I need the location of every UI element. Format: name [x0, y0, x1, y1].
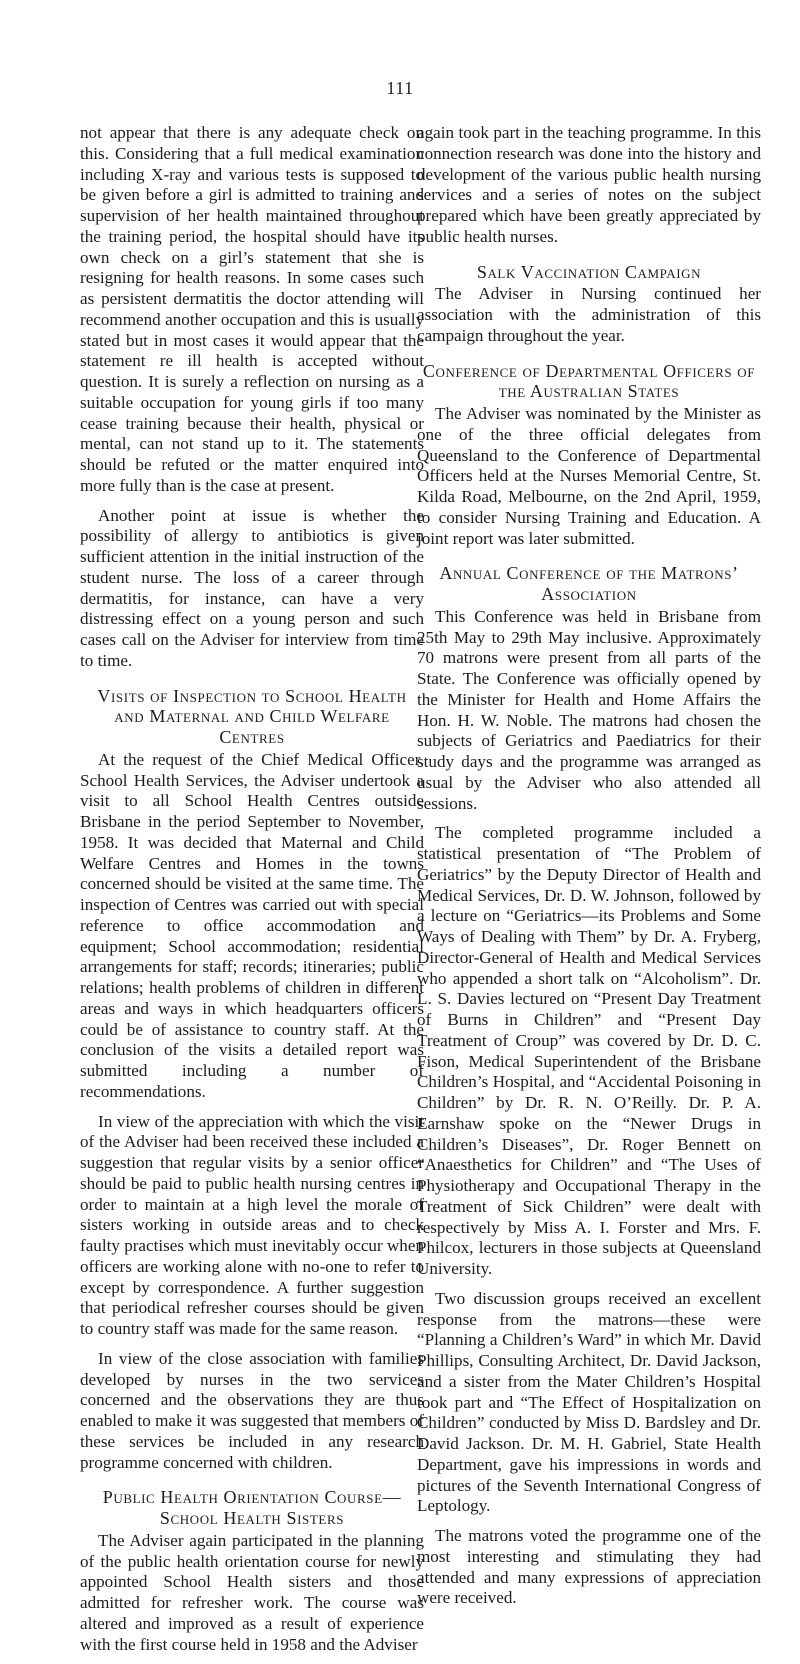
body-paragraph: The Adviser in Nursing continued her association with the administration of this campaign throughout the year. [417, 284, 761, 345]
body-paragraph: Two discussion groups received an excellent response from the matrons—these were “Planning a Children’s Ward” in which Mr. David Phillips, Consulting Architect, Dr. David Jackson, and a sister from the Mater Children’s Hospital took part and “The Effect of Hospitalization on Children” conducted by Miss D. Bardsley and Dr. David Jackson. Dr. M. H. Gabriel, State Health Department, gave his impressions in words and pictures of the Seventh International Congress of Leptology. [417, 1288, 761, 1516]
body-paragraph: The Adviser was nominated by the Minister as one of the three official delegates from Queensland to the Conference of Departmental Officers held at the Nurses Memorial Centre, St. Kilda Road, Melbourne, on the 2nd April, 1959, to consider Nursing Training and Education. A joint report was later submitted. [417, 404, 761, 548]
section-heading: Public Health Orientation Course— School Health Sisters [102, 1487, 402, 1528]
body-paragraph: In view of the close association with families developed by nurses in the two services concerned and the observations they are thus enabled to make it was suggested that members of these services be included in any research programme concerned with children. [80, 1348, 424, 1472]
body-paragraph: At the request of the Chief Medical Officer, School Health Services, the Adviser undertook a visit to all School Health Centres outside Brisbane in the period September to November, 1958. It was decided that Maternal and Child Welfare Centres and Homes in the towns concerned should be visited at the same time. The inspection of Centres was carried out with special reference to office accommodation and equipment; School accommodation; residential arrangements for staff; records; itineraries; public relations; health problems of children in different areas and ways in which headquarters officers could be of assistance to country staff. At the conclusion of the visits a detailed report was submitted including a number of recommendations. [80, 749, 424, 1101]
right-column [417, 123, 761, 1618]
body-paragraph: Another point at issue is whether the possibility of allergy to antibiotics is given sufficient attention in the initial instruction of the student nurse. The loss of a career through dermatitis, for instance, can have a very distressing effect on a young person and such cases call on the Adviser for interview from time to time. [80, 505, 424, 670]
body-paragraph: again took part in the teaching programme. In this connection research was done into the history and development of the various public health nursing services and a series of notes on the subject prepared which have been greatly appreciated by public health nurses. [417, 123, 761, 246]
section-heading: Annual Conference of the Matrons’ Association [439, 563, 739, 604]
body-paragraph: The Adviser again participated in the planning of the public health orientation course for newly appointed School Health sisters and those admitted for refresher work. The course was altered and improved as a result of experience with the first course held in 1958 and the Adviser [80, 1530, 424, 1654]
body-paragraph: The matrons voted the programme one of the most interesting and stimulating they had attended and many expressions of appreciation were received. [417, 1526, 761, 1608]
section-heading: Salk Vaccination Campaign [476, 261, 702, 282]
body-paragraph: not appear that there is any adequate check on this. Considering that a full medical examination including X-ray and various tests is supposed to be given before a girl is admitted to training and supervision of her health maintained throughout the training period, the hospital should have its own check on a girl’s statement that she is resigning for health reasons. In some cases such as persistent dermatitis the doctor attending will recommend another occupation and this is usually stated but in most cases it would appear that the statement re ill health is accepted without question. It is surely a reflection on nursing as a suitable occupation for young girls if too many cease training because their health, physical or mental, can not stand up to it. The statements should be refuted or the matter enquired into more fully than is the case at present. [80, 123, 424, 495]
body-paragraph: The completed programme included a statistical presentation of “The Problem of Geriatrics” by the Deputy Director of Health and Medical Services, Dr. D. W. Johnson, followed by a lecture on “Geriatrics—its Problems and Some Ways of Dealing with Them” by Dr. A. Fryberg, Director-General of Health and Medical Services who appended a short talk on “Alcoholism”. Dr. L. S. Davies lectured on “Present Day Treatment of Burns in Children” and “Present Day Treatment of Croup” was covered by Dr. D. C. Fison, Medical Superintendent of the Brisbane Children’s Hospital, and “Accidental Poisoning in Children” by Dr. R. N. O’Reilly. Dr. P. A. Earnshaw spoke on the “Newer Drugs in Children’s Diseases”, Dr. Roger Bennett on “Anaesthetics for Children” and “The Uses of Physiotherapy and Occupational Therapy in the Treatment of Sick Children” were dealt with respectively by Miss A. I. Forster and Mrs. F. Philcox, lecturers in those subjects at Queensland University. [417, 823, 761, 1278]
section-heading: Visits of Inspection to School Health and Maternal and Child Welfare Centres [97, 685, 407, 747]
body-paragraph: This Conference was held in Brisbane from 25th May to 29th May inclusive. Approximately 70 matrons were present from all parts of the State. The Conference was officially opened by the Minister for Health and Home Affairs the Hon. H. W. Noble. The matrons had chosen the subjects of Geriatrics and Paediatrics for their study days and the programme was arranged as usual by the Adviser who also attended all sessions. [417, 606, 761, 813]
section-heading: Conference of Departmental Officers of the Australian States [422, 360, 756, 402]
page-number: 111 [386, 78, 414, 98]
body-paragraph: In view of the appreciation with which the visit of the Adviser had been received these included a suggestion that regular visits by a senior officer should be paid to public health nursing centres in order to maintain at a high level the morale of sisters working in outside areas and to check faulty practises which must inevitably occur when officers are working alone with no-one to refer to except by correspondence. A further suggestion that periodical refresher courses should be given to country staff was made for the same reason. [80, 1111, 424, 1338]
left-column [80, 123, 424, 1664]
